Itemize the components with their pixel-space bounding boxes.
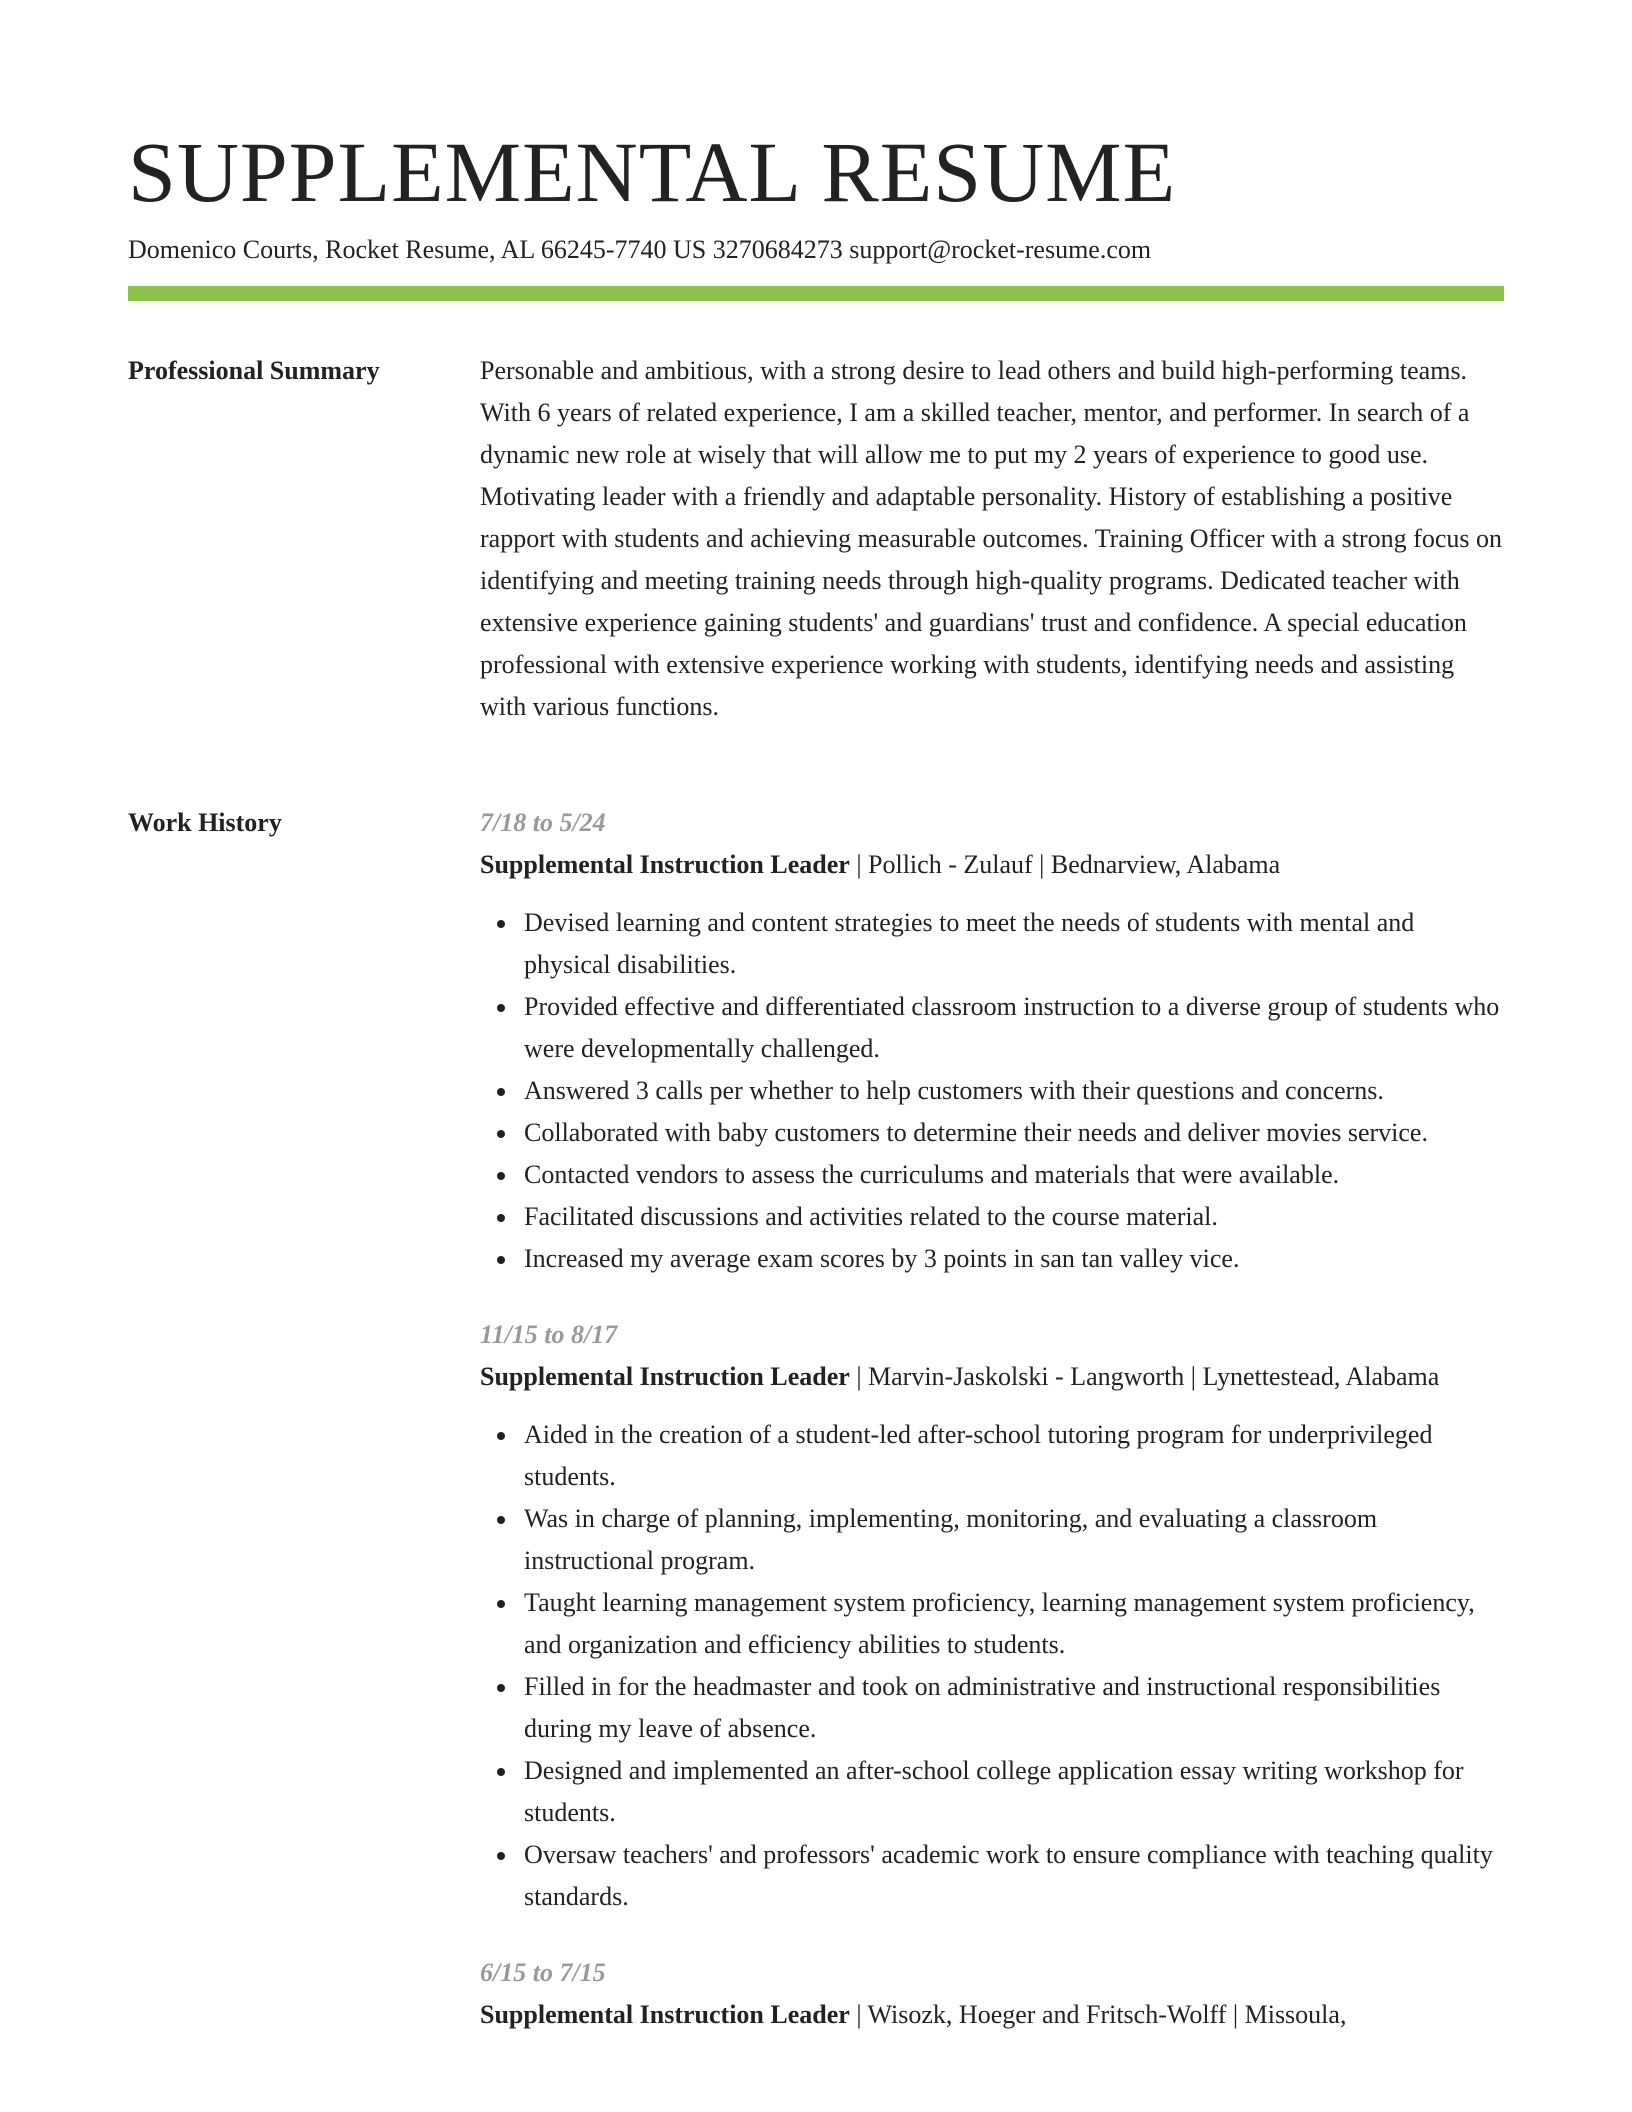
job-heading: [480, 1994, 1504, 2036]
job-bullet: Was in charge of planning, implementing, monitoring, and evaluating a classroom instructional program.: [524, 1498, 1504, 1582]
section-label-summary: Professional Summary: [128, 356, 380, 385]
work-history-list: [480, 802, 1504, 2070]
job-bullet: Aided in the creation of a student-led after-school tutoring program for underprivileged students.: [524, 1414, 1504, 1498]
job-employer-location: | Pollich - Zulauf | Bednarview, Alabama: [849, 850, 1281, 879]
job-entry: [480, 1314, 1504, 1918]
job-bullet: Answered 3 calls per whether to help customers with their questions and concerns.: [524, 1070, 1504, 1112]
job-bullet: Devised learning and content strategies to meet the needs of students with mental and physical disabilities.: [524, 902, 1504, 986]
job-bullet: Contacted vendors to assess the curriculums and materials that were available.: [524, 1154, 1504, 1196]
job-bullet: Filled in for the headmaster and took on administrative and instructional responsibilities during my leave of absence.: [524, 1666, 1504, 1750]
job-title: Supplemental Instruction Leader: [480, 2000, 850, 2029]
job-dates: 6/15 to 7/15: [480, 1958, 606, 1987]
accent-divider: [128, 286, 1504, 301]
job-employer-location: | Wisozk, Hoeger and Fritsch-Wolff | Missoula,: [849, 2000, 1347, 2029]
contact-line: Domenico Courts, Rocket Resume, AL 66245-7740 US 3270684273 support@rocket-resume.com: [128, 235, 1152, 264]
summary-text: Personable and ambitious, with a strong desire to lead others and build high-performing teams. With 6 years of related experience, I am a skilled teacher, mentor, and performer. In search of a dynamic new role at wisely that will allow me to put my 2 years of experience to good use. Motivating leader with a friendly and adaptable personality. History of establishing a positive rapport with students and achieving measurable outcomes. Training Officer with a strong focus on identifying and meeting training needs through high-quality programs. Dedicated teacher with extensive experience gaining students' and guardians' trust and confidence. A special education professional with extensive experience working with students, identifying needs and assisting with various functions.: [480, 356, 1502, 721]
job-bullet-list: [480, 1414, 1504, 1918]
job-bullet: Collaborated with baby customers to determine their needs and deliver movies service.: [524, 1112, 1504, 1154]
summary-body: [480, 350, 1504, 728]
job-bullet-list: [480, 902, 1504, 1280]
job-bullet: Increased my average exam scores by 3 points in san tan valley vice.: [524, 1238, 1504, 1280]
job-bullet: Designed and implemented an after-school college application essay writing workshop for students.: [524, 1750, 1504, 1834]
job-bullet: Oversaw teachers' and professors' academic work to ensure compliance with teaching quality standards.: [524, 1834, 1504, 1918]
job-heading: [480, 1356, 1504, 1398]
job-bullet: Facilitated discussions and activities related to the course material.: [524, 1196, 1504, 1238]
job-heading: [480, 844, 1504, 886]
resume-title: SUPPLEMENTAL RESUME: [128, 124, 1177, 220]
job-entry: [480, 1952, 1504, 2036]
job-title: Supplemental Instruction Leader: [480, 1362, 850, 1391]
section-label-work: Work History: [128, 808, 282, 837]
job-bullet: Provided effective and differentiated classroom instruction to a diverse group of students who were developmentally challenged.: [524, 986, 1504, 1070]
job-dates: 11/15 to 8/17: [480, 1320, 618, 1349]
job-entry: [480, 802, 1504, 1280]
job-dates: 7/18 to 5/24: [480, 808, 606, 837]
job-title: Supplemental Instruction Leader: [480, 850, 850, 879]
job-employer-location: | Marvin-Jaskolski - Langworth | Lynettestead, Alabama: [849, 1362, 1440, 1391]
job-bullet: Taught learning management system proficiency, learning management system proficiency, and organization and efficiency abilities to students.: [524, 1582, 1504, 1666]
